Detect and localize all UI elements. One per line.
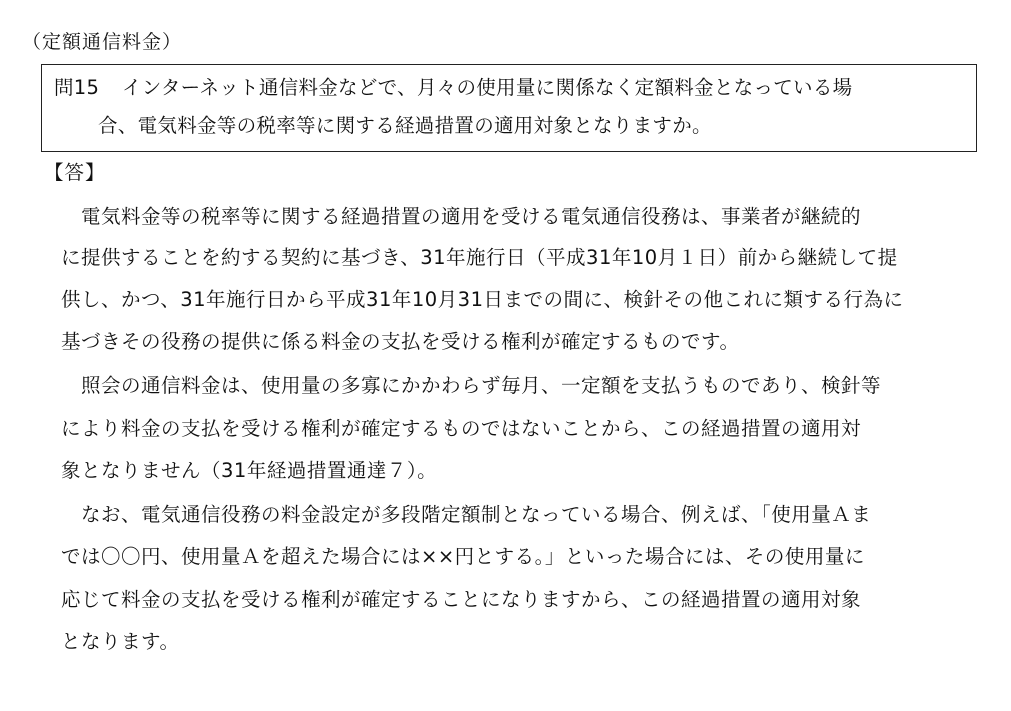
answer-line: 電気料金等の税率等に関する経過措置の適用を受ける電気通信役務は、事業者が継続的 — [61, 205, 862, 228]
answer-line: 照会の通信料金は、使用量の多寡にかかわらず毎月、一定額を支払うものであり、検針等 — [61, 374, 882, 397]
answer-line: となります。 — [61, 630, 180, 653]
answer-line: 象となりません（31年経過措置通達７）。 — [61, 459, 438, 482]
question-text-line-2: 合、電気料金等の税率等に関する経過措置の適用対象となりますか。 — [98, 114, 712, 137]
answer-line: 供し、かつ、31年施行日から平成31年10月31日までの間に、検針その他これに類する行為に — [61, 288, 904, 311]
question-box — [41, 64, 977, 152]
answer-line: 応じて料金の支払を受ける権利が確定することになりますから、この経過措置の適用対象 — [61, 588, 862, 611]
answer-line: では〇〇円、使用量Ａを超えた場合には××円とする。」といった場合には、その使用量に — [61, 545, 865, 568]
answer-line: 基づきその役務の提供に係る料金の支払を受ける権利が確定するものです。 — [61, 330, 740, 353]
answer-line: に提供することを約する契約に基づき、31年施行日（平成31年10月１日）前から継続して提 — [61, 246, 898, 269]
question-text-line-1: インターネット通信料金などで、月々の使用量に関係なく定額料金となっている場 — [122, 76, 853, 99]
question-line-1 — [54, 73, 852, 103]
question-number: 問15 — [54, 76, 100, 99]
section-title: （定額通信料金） — [22, 31, 183, 53]
answer-line: なお、電気通信役務の料金設定が多段階定額制となっている場合、例えば、「使用量Ａま — [61, 503, 872, 526]
answer-heading: 【答】 — [44, 161, 106, 184]
answer-line: により料金の支払を受ける権利が確定するものではないことから、この経過措置の適用対 — [61, 417, 862, 440]
